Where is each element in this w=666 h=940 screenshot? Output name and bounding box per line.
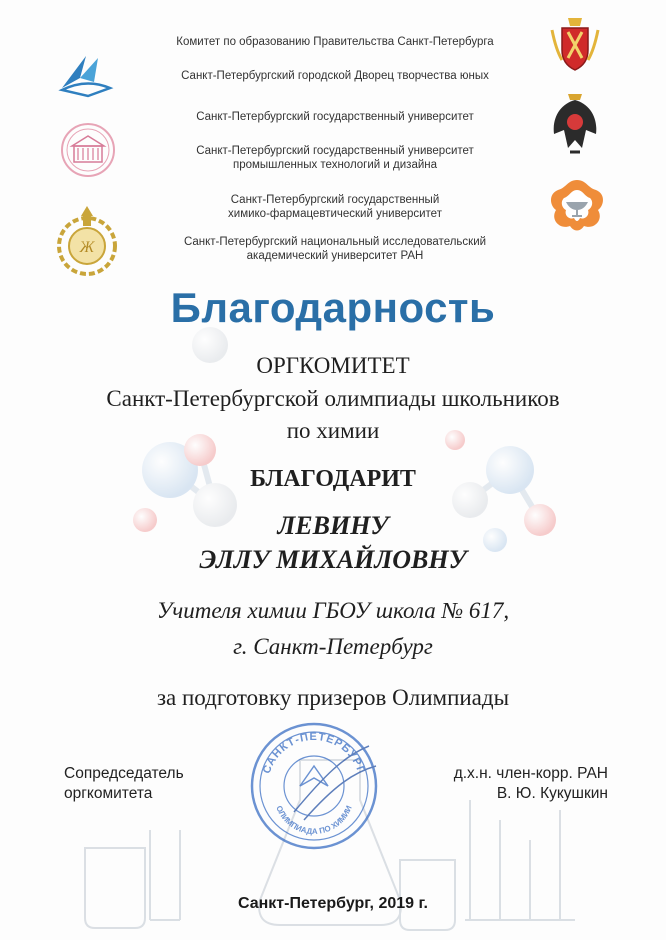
org-text: Санкт-Петербургский городской Дворец творчества юных <box>181 70 489 82</box>
org-text: Санкт-Петербургский государственный университет <box>196 111 474 123</box>
signature-left-block <box>64 764 184 804</box>
org-line-palace-of-youth <box>110 69 560 83</box>
org-line-spbgu <box>110 110 560 124</box>
committee-heading: ОРГКОМИТЕТ <box>256 353 410 378</box>
olympiad-stamp <box>244 716 384 856</box>
signature-right-block <box>418 764 608 804</box>
org-line-academic-university <box>110 235 560 263</box>
org-text: химико-фармацевтический университет <box>228 208 442 220</box>
olympiad-subject: по химии <box>286 418 380 443</box>
stamp-top-text: САНКТ-ПЕТЕРБУРГ <box>260 730 368 776</box>
org-text: Санкт-Петербургский государственный университет <box>196 145 474 157</box>
certificate-title: Благодарность <box>170 284 496 331</box>
org-text: промышленных технологий и дизайна <box>232 159 438 171</box>
dvorets-logo-icon <box>58 48 114 98</box>
place-and-year: Санкт-Петербург, 2019 г. <box>237 895 428 912</box>
org-line-pharma-university <box>110 193 560 221</box>
spbgu-logo-icon <box>60 122 116 178</box>
recipient-city: г. Санкт-Петербург <box>233 634 433 659</box>
org-text: Комитет по образованию Правительства Санкт-Петербурга <box>176 36 494 48</box>
olympiad-name: Санкт-Петербургской олимпиады школьников <box>106 386 560 411</box>
signer-name: В. Ю. Кукушкин <box>496 785 608 802</box>
recipient-name: ЭЛЛУ МИХАЙЛОВНУ <box>199 545 467 574</box>
org-line-education-committee <box>110 35 560 49</box>
org-text: Санкт-Петербургский национальный исследовательский <box>183 236 487 248</box>
thanks-heading: БЛАГОДАРИТ <box>250 466 416 492</box>
org-line-spbgutid <box>110 144 560 172</box>
svg-text:Ж: Ж <box>79 239 95 256</box>
recipient-surname: ЛЕВИНУ <box>277 511 389 540</box>
stamp-bottom-text: ОЛИМПИАДА ПО ХИМИИ <box>274 804 354 837</box>
org-text: Санкт-Петербургский государственный <box>230 194 440 206</box>
recipient-position: Учителя химии ГБОУ школа № 617, <box>156 598 510 623</box>
cochair-title: Сопредседатель <box>64 765 184 782</box>
signer-degree: д.х.н. член-корр. РАН <box>453 765 608 782</box>
award-reason: за подготовку призеров Олимпиады <box>156 685 510 710</box>
org-text: академический университет РАН <box>246 250 424 262</box>
committee-label: оргкомитета <box>64 785 153 802</box>
